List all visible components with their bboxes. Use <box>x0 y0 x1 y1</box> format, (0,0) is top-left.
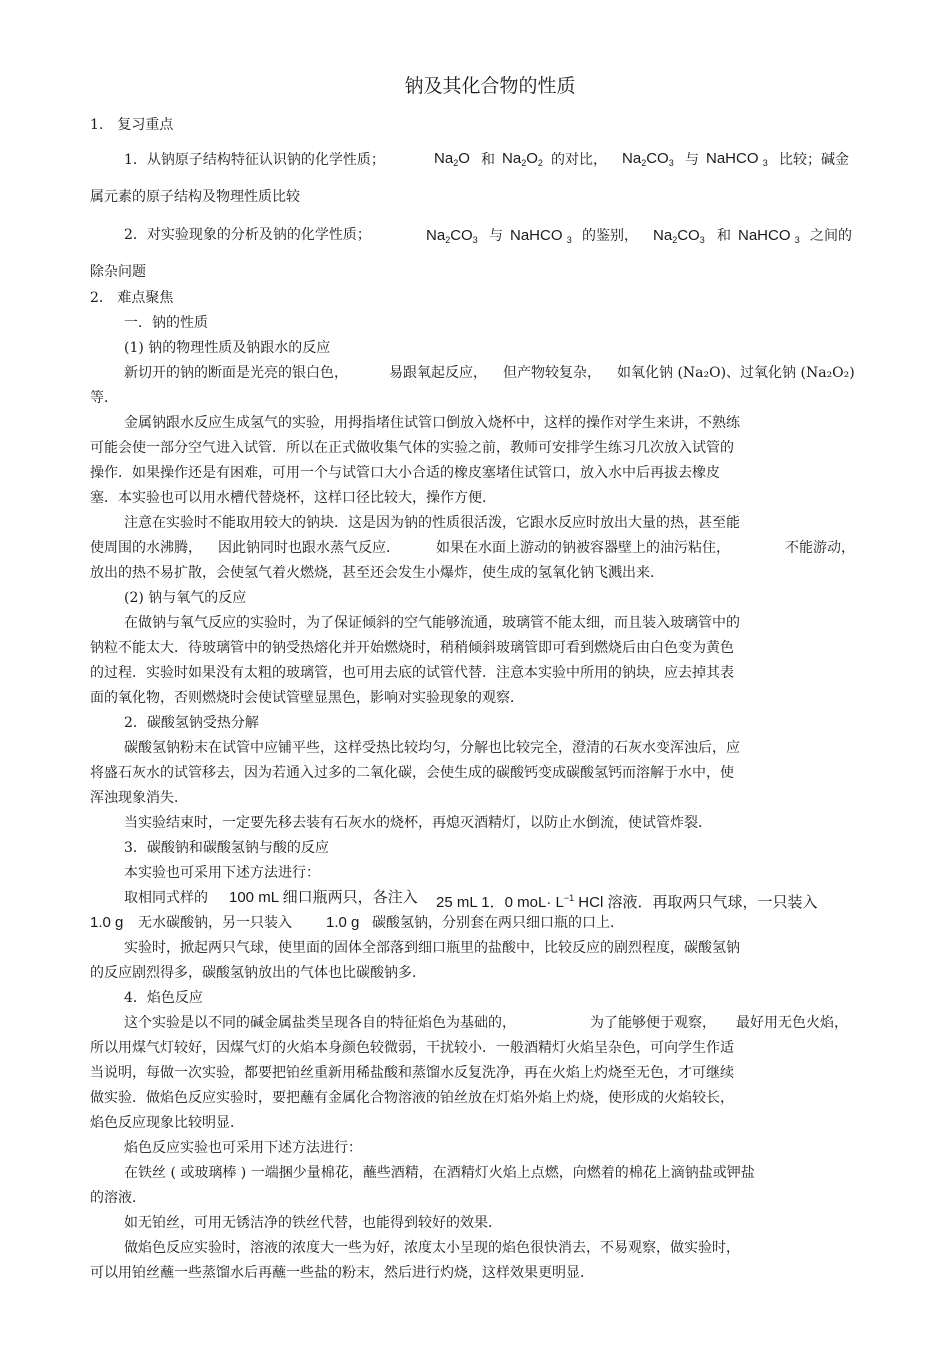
formula-nahco3: NaHCO $_3$ <box>738 227 800 245</box>
paragraph-text: 取相同式样的 <box>124 890 208 906</box>
paragraph-line: 操作．如果操作还是有困难，可用一个与试管口大小合适的橡皮塞堵住试管口，放入水中后再拔去橡皮 <box>90 465 720 481</box>
subheading-sodium-properties: 一．钠的性质 <box>124 315 208 331</box>
paragraph-text: 为了能够便于观察， <box>590 1015 716 1031</box>
paragraph-text: 如氧化钠 (Na₂O)、过氧化钠 (Na₂O₂) <box>617 365 855 381</box>
paragraph-line: 的过程．实验时如果没有太粗的玻璃管，也可用去底的试管代替．注意本实验中所用的钠块，应去掉其表 <box>90 665 734 681</box>
item1-tail: 比较；碱金 <box>779 152 849 168</box>
paragraph-text: 无水碳酸钠，另一只装入 <box>138 915 292 931</box>
paragraph-text: 1.0 g <box>90 914 124 931</box>
paragraph-line: 碳酸氢钠粉末在试管中应铺平些，这样受热比较均匀，分解也比较完全，澄清的石灰水变浑浊后，应 <box>124 740 740 756</box>
paragraph-text: 使周围的水沸腾， <box>90 540 202 556</box>
item2-mid: 的鉴别， <box>582 228 638 244</box>
item1-and: 和 <box>481 152 495 168</box>
formula-na2o2: $Na_2O_2$ <box>502 150 543 168</box>
section-heading-review: 1. 复习重点 <box>90 117 174 133</box>
item2-with: 与 <box>489 228 503 244</box>
paragraph-text: 如果在水面上游动的钠被容器壁上的油污粘住， <box>436 540 730 556</box>
paragraph-text: 易跟氧起反应， <box>389 365 487 381</box>
paragraph-line: 做实验．做焰色反应实验时，要把蘸有金属化合物溶液的铂丝放在灯焰外焰上灼烧，使形成的火焰较长， <box>90 1090 734 1106</box>
paragraph-line: 做焰色反应实验时，溶液的浓度大一些为好，浓度太小呈现的焰色很快消去，不易观察，做实验时， <box>124 1240 740 1256</box>
item1-text: 1．从钠原子结构特征认识钠的化学性质； <box>124 152 385 168</box>
paragraph-line: 实验时，掀起两只气球，使里面的固体全部落到细口瓶里的盐酸中，比较反应的剧烈程度，碳酸氢钠 <box>124 940 740 956</box>
paragraph-text: 25 mL 1．0 $moL\cdot L^{-1}$ HCl 溶液．再取两只气球，一只装入 <box>436 893 818 911</box>
paragraph-line: 当说明，每做一次实验，都要把铂丝重新用稀盐酸和蒸馏水反复洗净，再在火焰上灼烧至无色，才可继续 <box>90 1065 734 1081</box>
formula-na2co3: $Na_2CO_3$ <box>653 227 705 245</box>
paragraph-line: 浑浊现象消失． <box>90 790 188 806</box>
paragraph-text: 新切开的钠的断面是光亮的银白色， <box>124 365 348 381</box>
paragraph-text: 最好用无色火焰， <box>736 1015 848 1031</box>
paragraph-line: 可能会使一部分空气进入试管．所以在正式做收集气体的实验之前，教师可安排学生练习几次放入试管的 <box>90 440 734 456</box>
section-heading-difficulties: 2. 难点聚焦 <box>90 290 174 306</box>
paragraph-text: 这个实验是以不同的碱金属盐类呈现各自的特征焰色为基础的， <box>124 1015 516 1031</box>
paragraph-text: 但产物较复杂， <box>503 365 601 381</box>
paragraph-line: 本实验也可采用下述方法进行： <box>124 865 320 881</box>
paragraph-text: 100 mL 细口瓶两只，各注入 <box>229 889 418 906</box>
subheading-acid-reaction: 3．碳酸钠和碳酸氢钠与酸的反应 <box>124 840 329 856</box>
formula-na2o: $Na_2O$ <box>434 150 470 168</box>
paragraph-line: 可以用铂丝蘸一些蒸馏水后再蘸一些盐的粉末，然后进行灼烧，这样效果更明显． <box>90 1265 594 1281</box>
paragraph-line: 注意在实验时不能取用较大的钠块．这是因为钠的性质很活泼，它跟水反应时放出大量的热，甚至能 <box>124 515 740 531</box>
formula-na2co3: $Na_2CO_3$ <box>426 227 478 245</box>
paragraph-line: 的溶液． <box>90 1190 146 1206</box>
paragraph-text: 等． <box>90 390 118 406</box>
paragraph-text: 1.0 g <box>326 914 360 931</box>
page-title: 钠及其化合物的性质 <box>404 75 576 97</box>
paragraph-line: 金属钠跟水反应生成氢气的实验，用拇指堵住试管口倒放入烧杯中，这样的操作对学生来讲，不熟练 <box>124 415 740 431</box>
paragraph-line: 塞．本实验也可以用水槽代替烧杯，这样口径比较大，操作方便． <box>90 490 496 506</box>
item1-with: 与 <box>685 152 699 168</box>
item2-text-label: 2．对实验现象的分析及钠的化学性质； <box>124 227 371 243</box>
subheading-sodium-oxygen: (2) 钠与氧气的反应 <box>124 590 247 606</box>
paragraph-line: 将盛石灰水的试管移去，因为若通入过多的二氧化碳，会使生成的碳酸钙变成碳酸氢钙而溶解于水中，使 <box>90 765 734 781</box>
subheading-flame-test: 4．焰色反应 <box>124 990 203 1006</box>
item2-and: 和 <box>717 228 731 244</box>
subheading-bicarbonate-decomposition: 2．碳酸氢钠受热分解 <box>124 715 259 731</box>
paragraph-text: 不能游动， <box>785 540 855 556</box>
paragraph-line: 在铁丝 ( 或玻璃棒 ) 一端捆少量棉花，蘸些酒精，在酒精灯火焰上点燃，向燃着的棉花上滴钠盐或钾盐 <box>124 1165 755 1181</box>
item1-compare: 的对比， <box>551 152 607 168</box>
formula-na2co3: $Na_2CO_3$ <box>622 150 674 168</box>
paragraph-line: 的反应剧烈得多，碳酸氢钠放出的气体也比碳酸钠多． <box>90 965 426 981</box>
paragraph-line: 在做钠与氧气反应的实验时，为了保证倾斜的空气能够流通，玻璃管不能太细，而且装入玻璃管中的 <box>124 615 740 631</box>
paragraph-line: 放出的热不易扩散，会使氢气着火燃烧，甚至还会发生小爆炸，使生成的氢氧化钠飞溅出来． <box>90 565 664 581</box>
paragraph-line: 如无铂丝，可用无锈洁净的铁丝代替，也能得到较好的效果． <box>124 1215 502 1231</box>
item1-line2: 属元素的原子结构及物理性质比较 <box>90 189 300 205</box>
formula-nahco3: NaHCO $_3$ <box>510 227 572 245</box>
formula-nahco3: NaHCO $_3$ <box>706 150 768 168</box>
subheading-physical-water: (1) 钠的物理性质及钠跟水的反应 <box>124 340 331 356</box>
paragraph-line: 焰色反应实验也可采用下述方法进行： <box>124 1140 362 1156</box>
item2-line2: 除杂问题 <box>90 264 146 280</box>
paragraph-line: 所以用煤气灯较好，因煤气灯的火焰本身颜色较微弱，干扰较小．一般酒精灯火焰呈杂色，可向学生作适 <box>90 1040 734 1056</box>
paragraph-line: 焰色反应现象比较明显． <box>90 1115 244 1131</box>
item2-tail: 之间的 <box>810 228 852 244</box>
paragraph-text: 因此钠同时也跟水蒸气反应． <box>218 540 400 556</box>
paragraph-line: 面的氧化物，否则燃烧时会使试管壁显黑色，影响对实验现象的观察． <box>90 690 524 706</box>
paragraph-line: 钠粒不能太大．待玻璃管中的钠受热熔化并开始燃烧时，稍稍倾斜玻璃管即可看到燃烧后由白色变为黄色 <box>90 640 734 656</box>
paragraph-line: 当实验结束时，一定要先移去装有石灰水的烧杯，再熄灭酒精灯，以防止水倒流，使试管炸裂． <box>124 815 712 831</box>
paragraph-text: 碳酸氢钠，分别套在两只细口瓶的口上． <box>372 915 624 931</box>
